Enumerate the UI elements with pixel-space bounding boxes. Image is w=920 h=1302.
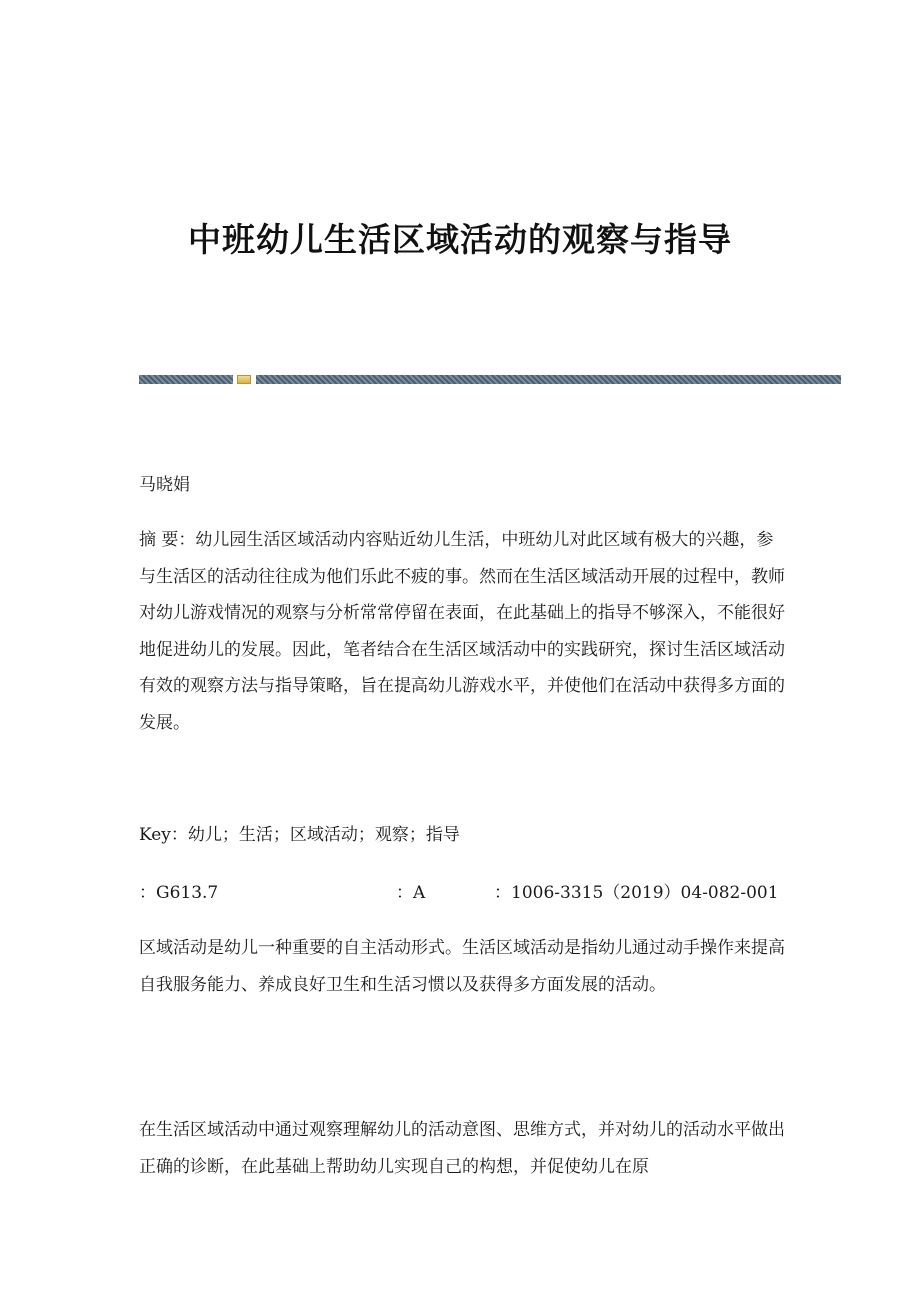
abstract-text: 幼儿园生活区域活动内容贴近幼儿生活，中班幼儿对此区域有极大的兴趣，参与生活区的活动往往成为他们乐此不疲的事。然而在生活区域活动开展的过程中，教师对幼儿游戏情况的观察与分析常常停留在表面，在此基础上的指导不够深入，不能很好地促进幼儿的发展。因此，笔者结合在生活区域活动中的实践研究，探讨生活区域活动有效的观察方法与指导策略，旨在提高幼儿游戏水平，并使他们在活动中获得多方面的发展。 (139, 530, 785, 733)
classification-line (139, 878, 789, 908)
author-name: 马晓娟 (139, 475, 190, 495)
page-title: 中班幼儿生活区域活动的观察与指导 (188, 220, 732, 259)
divider-ornament-icon (237, 375, 251, 384)
body-paragraph: 在生活区域活动中通过观察理解幼儿的活动意图、思维方式，并对幼儿的活动水平做出正确的诊断，在此基础上帮助幼儿实现自己的构想，并促使幼儿在原 (139, 1120, 785, 1177)
abstract-label: 摘 要： (139, 530, 196, 550)
keywords-text: 幼儿；生活；区域活动；观察；指导 (187, 825, 460, 845)
title-divider (139, 375, 841, 384)
abstract (139, 522, 789, 741)
divider-bar-right (256, 375, 841, 384)
clc-number: ：G613.7 (139, 883, 219, 903)
body-paragraph: 区域活动是幼儿一种重要的自主活动形式。生活区域活动是指幼儿通过动手操作来提高自我服务能力、养成良好卫生和生活习惯以及获得多方面发展的活动。 (139, 938, 785, 995)
divider-bar-left (139, 375, 233, 384)
keywords-label: Key： (139, 825, 188, 845)
article-id: ：1006-3315（2019）04-082-001 (494, 883, 779, 903)
keywords (139, 820, 789, 850)
document-code: ：A (396, 883, 426, 903)
